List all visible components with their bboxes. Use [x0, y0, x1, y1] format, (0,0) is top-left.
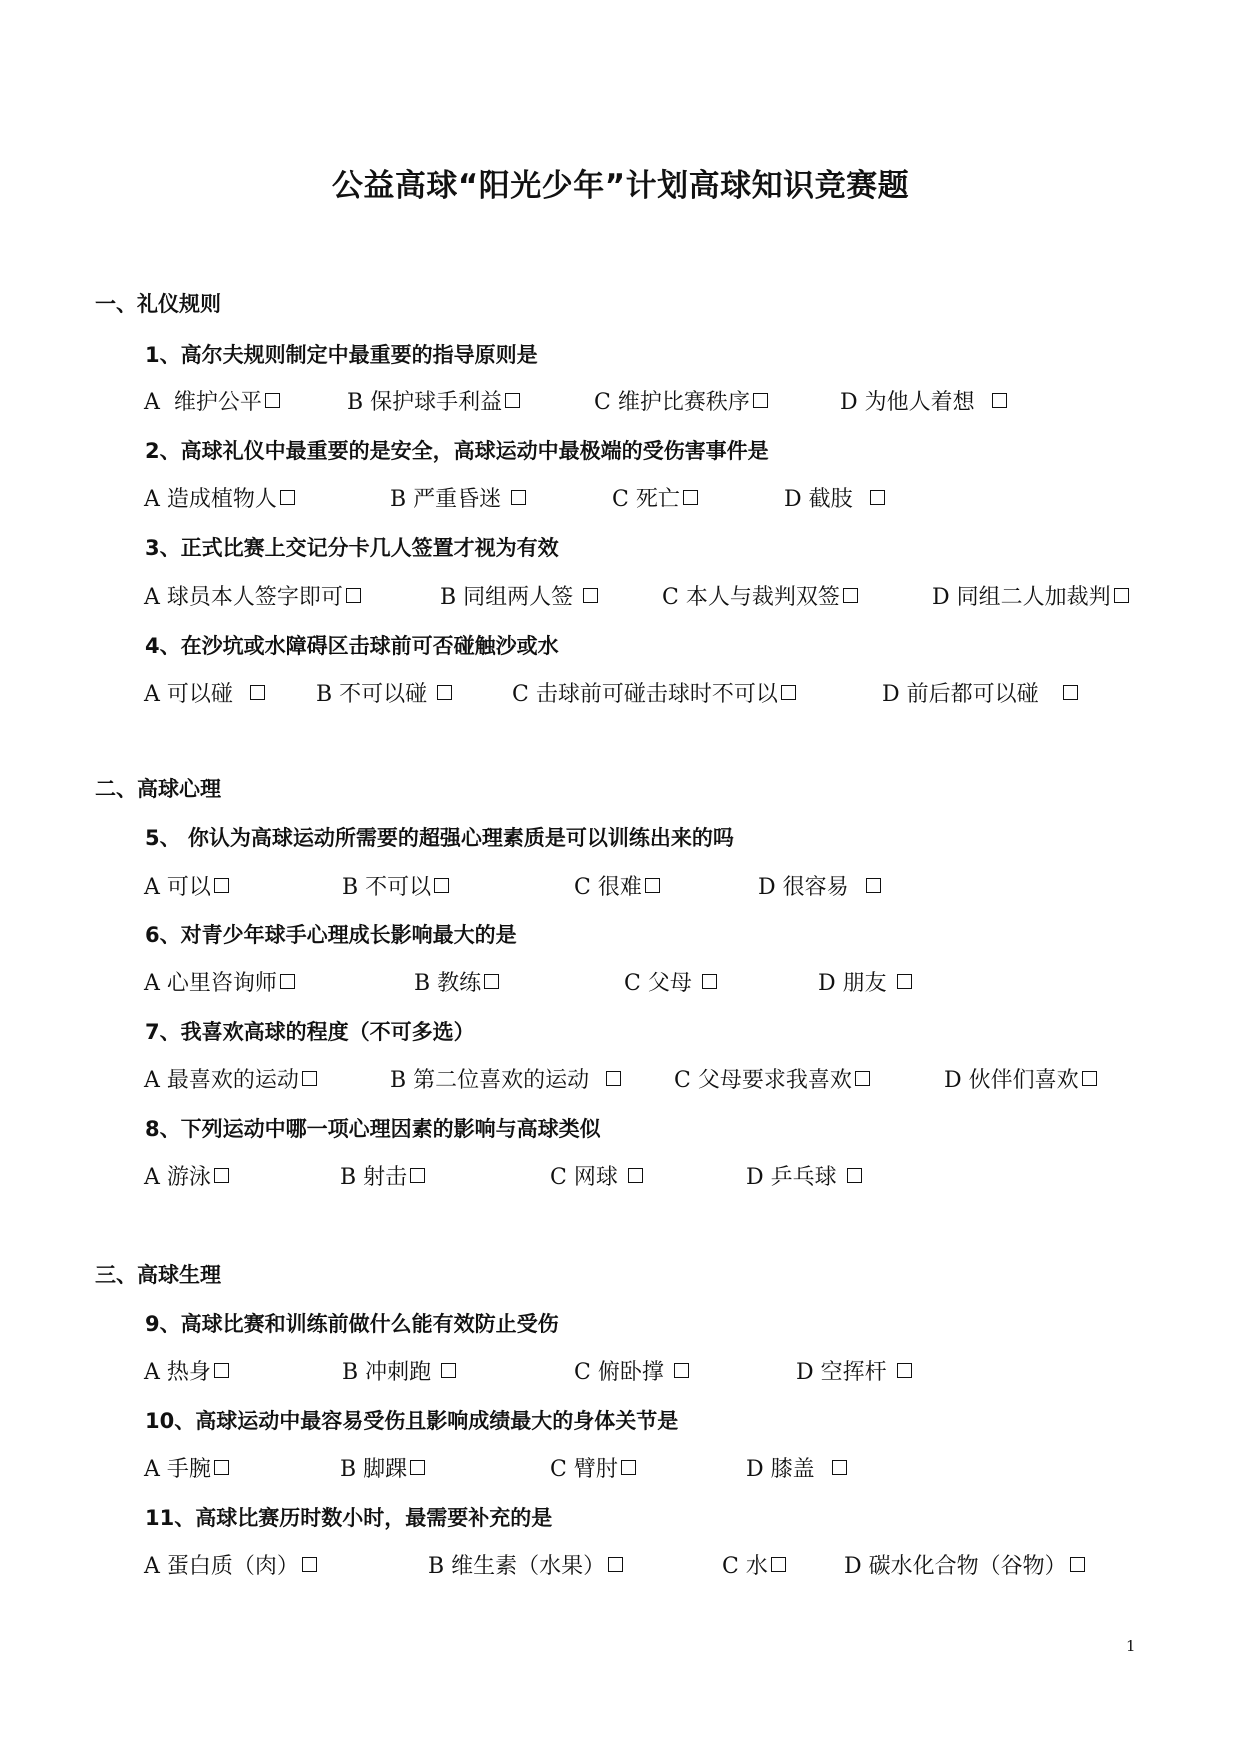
option-label: A 热身 — [144, 1360, 211, 1385]
question-options — [0, 1549, 1241, 1579]
option-d[interactable] — [840, 385, 1007, 416]
checkbox[interactable] — [781, 685, 796, 700]
question-options — [0, 482, 1241, 512]
checkbox[interactable] — [437, 685, 452, 700]
option-d[interactable] — [758, 870, 881, 901]
checkbox[interactable] — [753, 393, 768, 408]
option-d[interactable] — [784, 482, 885, 513]
option-c[interactable] — [550, 1160, 643, 1191]
option-label: A 维护公平 — [144, 390, 262, 415]
option-label: D 前后都可以碰 — [882, 682, 1060, 707]
option-c[interactable] — [674, 1063, 870, 1094]
option-b[interactable] — [347, 385, 520, 416]
checkbox[interactable] — [410, 1460, 425, 1475]
checkbox[interactable] — [484, 974, 499, 989]
checkbox[interactable] — [621, 1460, 636, 1475]
option-label: B 不可以碰 — [316, 682, 435, 707]
question-options — [0, 1063, 1241, 1093]
option-a[interactable] — [144, 385, 280, 416]
page-title: 公益高球“阳光少年”计划高球知识竞赛题 — [331, 168, 910, 204]
checkbox[interactable] — [608, 1557, 623, 1572]
option-b[interactable] — [340, 1452, 425, 1483]
checkbox[interactable] — [702, 974, 717, 989]
option-a[interactable] — [144, 1549, 317, 1580]
option-label: C 很难 — [574, 875, 642, 900]
option-label: C 本人与裁判双签 — [662, 585, 840, 610]
option-label: C 维护比赛秩序 — [594, 390, 750, 415]
checkbox[interactable] — [214, 1460, 229, 1475]
checkbox[interactable] — [683, 490, 698, 505]
question-text: 2、高球礼仪中最重要的是安全，高球运动中最极端的受伤害事件是 — [145, 439, 769, 463]
question-text: 8、下列运动中哪一项心理因素的影响与高球类似 — [145, 1117, 601, 1141]
option-b[interactable] — [414, 966, 499, 997]
option-b[interactable] — [390, 482, 526, 513]
option-label: D 很容易 — [758, 875, 863, 900]
checkbox[interactable] — [1082, 1071, 1097, 1086]
checkbox[interactable] — [302, 1557, 317, 1572]
option-a[interactable] — [144, 1452, 229, 1483]
option-c[interactable] — [662, 580, 858, 611]
checkbox[interactable] — [583, 588, 598, 603]
checkbox[interactable] — [866, 878, 881, 893]
checkbox[interactable] — [870, 490, 885, 505]
option-c[interactable] — [512, 677, 796, 708]
question-options — [0, 385, 1241, 415]
checkbox[interactable] — [1063, 685, 1078, 700]
option-b[interactable] — [390, 1063, 621, 1094]
page-number: 1 — [1126, 1637, 1136, 1655]
option-d[interactable] — [944, 1063, 1097, 1094]
checkbox[interactable] — [280, 974, 295, 989]
option-b[interactable] — [316, 677, 452, 708]
checkbox[interactable] — [628, 1168, 643, 1183]
option-c[interactable] — [594, 385, 768, 416]
checkbox[interactable] — [897, 974, 912, 989]
checkbox[interactable] — [214, 1168, 229, 1183]
question-text: 4、在沙坑或水障碍区击球前可否碰触沙或水 — [145, 634, 559, 658]
option-label: A 心里咨询师 — [144, 971, 277, 996]
option-a[interactable] — [144, 1355, 229, 1386]
question-text: 6、对青少年球手心理成长影响最大的是 — [145, 923, 517, 947]
checkbox[interactable] — [832, 1460, 847, 1475]
checkbox[interactable] — [897, 1363, 912, 1378]
option-c[interactable] — [550, 1452, 636, 1483]
option-d[interactable] — [882, 677, 1078, 708]
option-label: D 朋友 — [818, 971, 894, 996]
checkbox[interactable] — [441, 1363, 456, 1378]
checkbox[interactable] — [606, 1071, 621, 1086]
option-a[interactable] — [144, 966, 295, 997]
option-label: C 网球 — [550, 1165, 625, 1190]
option-label: C 父母 — [624, 971, 699, 996]
option-c[interactable] — [722, 1549, 786, 1580]
option-label: C 死亡 — [612, 487, 680, 512]
checkbox[interactable] — [434, 878, 449, 893]
option-label: C 父母要求我喜欢 — [674, 1068, 852, 1093]
checkbox[interactable] — [265, 393, 280, 408]
option-d[interactable] — [844, 1549, 1085, 1580]
question-options — [0, 1452, 1241, 1482]
option-d[interactable] — [796, 1355, 912, 1386]
checkbox[interactable] — [214, 878, 229, 893]
question-text: 3、正式比赛上交记分卡几人签置才视为有效 — [145, 536, 559, 560]
checkbox[interactable] — [843, 588, 858, 603]
option-label: C 俯卧撑 — [574, 1360, 671, 1385]
option-label: A 手腕 — [144, 1457, 211, 1482]
option-label: B 冲刺跑 — [342, 1360, 439, 1385]
option-label: A 最喜欢的运动 — [144, 1068, 299, 1093]
option-b[interactable] — [428, 1549, 623, 1580]
option-label: D 同组二人加裁判 — [932, 585, 1111, 610]
option-label: B 第二位喜欢的运动 — [390, 1068, 604, 1093]
question-text: 10、高球运动中最容易受伤且影响成绩最大的身体关节是 — [145, 1409, 679, 1433]
question-options — [0, 870, 1241, 900]
option-label: B 维生素（水果） — [428, 1554, 606, 1579]
option-a[interactable] — [144, 1160, 229, 1191]
option-label: B 脚踝 — [340, 1457, 408, 1482]
checkbox[interactable] — [855, 1071, 870, 1086]
option-label: D 膝盖 — [746, 1457, 829, 1482]
option-c[interactable] — [624, 966, 717, 997]
checkbox[interactable] — [645, 878, 660, 893]
option-label: A 可以 — [144, 875, 211, 900]
option-label: B 严重昏迷 — [390, 487, 509, 512]
checkbox[interactable] — [280, 490, 295, 505]
option-c[interactable] — [574, 870, 660, 901]
checkbox[interactable] — [1114, 588, 1129, 603]
question-text: 5、 你认为高球运动所需要的超强心理素质是可以训练出来的吗 — [145, 826, 734, 850]
checkbox[interactable] — [674, 1363, 689, 1378]
option-label: D 空挥杆 — [796, 1360, 894, 1385]
option-label: A 游泳 — [144, 1165, 211, 1190]
section-heading-etiquette: 一、礼仪规则 — [95, 292, 221, 316]
option-label: B 同组两人签 — [440, 585, 581, 610]
option-d[interactable] — [818, 966, 912, 997]
checkbox[interactable] — [511, 490, 526, 505]
option-label: C 水 — [722, 1554, 768, 1579]
question-text: 9、高球比赛和训练前做什么能有效防止受伤 — [145, 1312, 559, 1336]
checkbox[interactable] — [410, 1168, 425, 1183]
question-options — [0, 966, 1241, 996]
checkbox[interactable] — [771, 1557, 786, 1572]
option-label: A 蛋白质（肉） — [144, 1554, 299, 1579]
option-label: B 保护球手利益 — [347, 390, 503, 415]
option-a[interactable] — [144, 580, 361, 611]
option-label: A 可以碰 — [144, 682, 247, 707]
question-options — [0, 580, 1241, 610]
option-label: D 截肢 — [784, 487, 867, 512]
option-a[interactable] — [144, 677, 265, 708]
checkbox[interactable] — [214, 1363, 229, 1378]
option-b[interactable] — [340, 1160, 425, 1191]
option-a[interactable] — [144, 1063, 317, 1094]
checkbox[interactable] — [505, 393, 520, 408]
option-d[interactable] — [746, 1452, 847, 1483]
checkbox[interactable] — [346, 588, 361, 603]
section-heading-psychology: 二、高球心理 — [95, 777, 221, 801]
checkbox[interactable] — [847, 1168, 862, 1183]
question-text: 1、高尔夫规则制定中最重要的指导原则是 — [145, 343, 538, 367]
checkbox[interactable] — [302, 1071, 317, 1086]
question-text: 7、我喜欢高球的程度（不可多选） — [145, 1020, 475, 1044]
section-heading-physiology: 三、高球生理 — [95, 1263, 221, 1287]
option-d[interactable] — [932, 580, 1129, 611]
option-label: B 教练 — [414, 971, 482, 996]
option-label: C 击球前可碰击球时不可以 — [512, 682, 778, 707]
option-label: D 乒乓球 — [746, 1165, 844, 1190]
option-d[interactable] — [746, 1160, 862, 1191]
option-label: C 臂肘 — [550, 1457, 618, 1482]
question-options — [0, 1355, 1241, 1385]
option-label: D 为他人着想 — [840, 390, 989, 415]
question-options — [0, 1160, 1241, 1190]
option-c[interactable] — [574, 1355, 689, 1386]
option-label: B 不可以 — [342, 875, 432, 900]
option-label: D 碳水化合物（谷物） — [844, 1554, 1067, 1579]
option-b[interactable] — [440, 580, 598, 611]
option-label: B 射击 — [340, 1165, 408, 1190]
question-text: 11、高球比赛历时数小时，最需要补充的是 — [145, 1506, 553, 1530]
question-options — [0, 677, 1241, 707]
option-label: A 球员本人签字即可 — [144, 585, 343, 610]
option-b[interactable] — [342, 1355, 456, 1386]
checkbox[interactable] — [992, 393, 1007, 408]
option-a[interactable] — [144, 870, 229, 901]
checkbox[interactable] — [1070, 1557, 1085, 1572]
checkbox[interactable] — [250, 685, 265, 700]
option-label: D 伙伴们喜欢 — [944, 1068, 1079, 1093]
option-a[interactable] — [144, 482, 295, 513]
option-b[interactable] — [342, 870, 449, 901]
option-label: A 造成植物人 — [144, 487, 277, 512]
option-c[interactable] — [612, 482, 698, 513]
